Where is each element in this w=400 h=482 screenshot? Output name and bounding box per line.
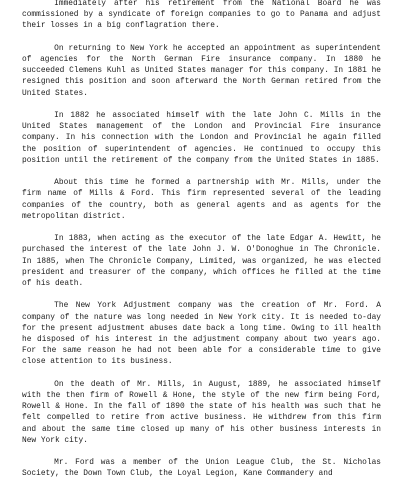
paragraph-panama-commission: Immediately after his retirement from the National Board he was commissioned by a syndicate of foreign companies to go to Panama and adjust their losses in a big conflagration there. [22,0,381,31]
paragraph-north-german: On returning to New York he accepted an appointment as superintendent of agencies for the North German Fire insurance company. In 1880 he succeeded Clemens Kuhl as United States manager for this company. In 1881 he resigned this position and soon afterward the North German retired from the United States. [22,43,381,98]
document-body [22,0,381,480]
paragraph-ford-rowell-hone: On the death of Mr. Mills, in August, 1889, he associated himself with the then firm of Rowell & Hone, the style of the new firm being Ford, Rowell & Hone. In the fall of 1890 the state of his health was such that he felt compelled to retire from active business. He withdrew from this firm and about the same time closed up many of his other business interests in New York city. [22,379,381,445]
paragraph-memberships: Mr. Ford was a member of the Union League Club, the St. Nicholas Society, the Down Town Club, the Loyal Legion, Kane Commandery and [22,458,381,479]
paragraph-mills-ford: About this time he formed a partnership with Mr. Mills, under the firm name of Mills & Ford. This firm represented several of the leading companies of the country, both as general agents and as agents for the metropolitan district. [22,178,381,221]
paragraph-adjustment-company: The New York Adjustment company was the creation of Mr. Ford. A company of the nature was long needed in New York city. It is needed to-day for the present adjustment abuses date back a long time. Owing to ill health he disposed of his interest in the adjustment company about two years ago. For the same reason he had not been able for a considerable time to give close attention to its business. [22,301,381,367]
paragraph-london-provincial: In 1882 he associated himself with the late John C. Mills in the United States management of the London and Provincial Fire insurance company. In his connection with the London and Provincial he again filled the position of superintendent of agencies. He continued to occupy this position until the retirement of the company from the United States in 1885. [22,111,381,165]
paragraph-the-chronicle: In 1883, when acting as the executor of the late Edgar A. Hewitt, he purchased the interest of the late John J. W. O'Donoghue in The Chronicle. In 1885, when The Chronicle Company, Limited, was organized, he was elected president and treasurer of the company, which offices he filled at the time of his death. [22,234,381,289]
